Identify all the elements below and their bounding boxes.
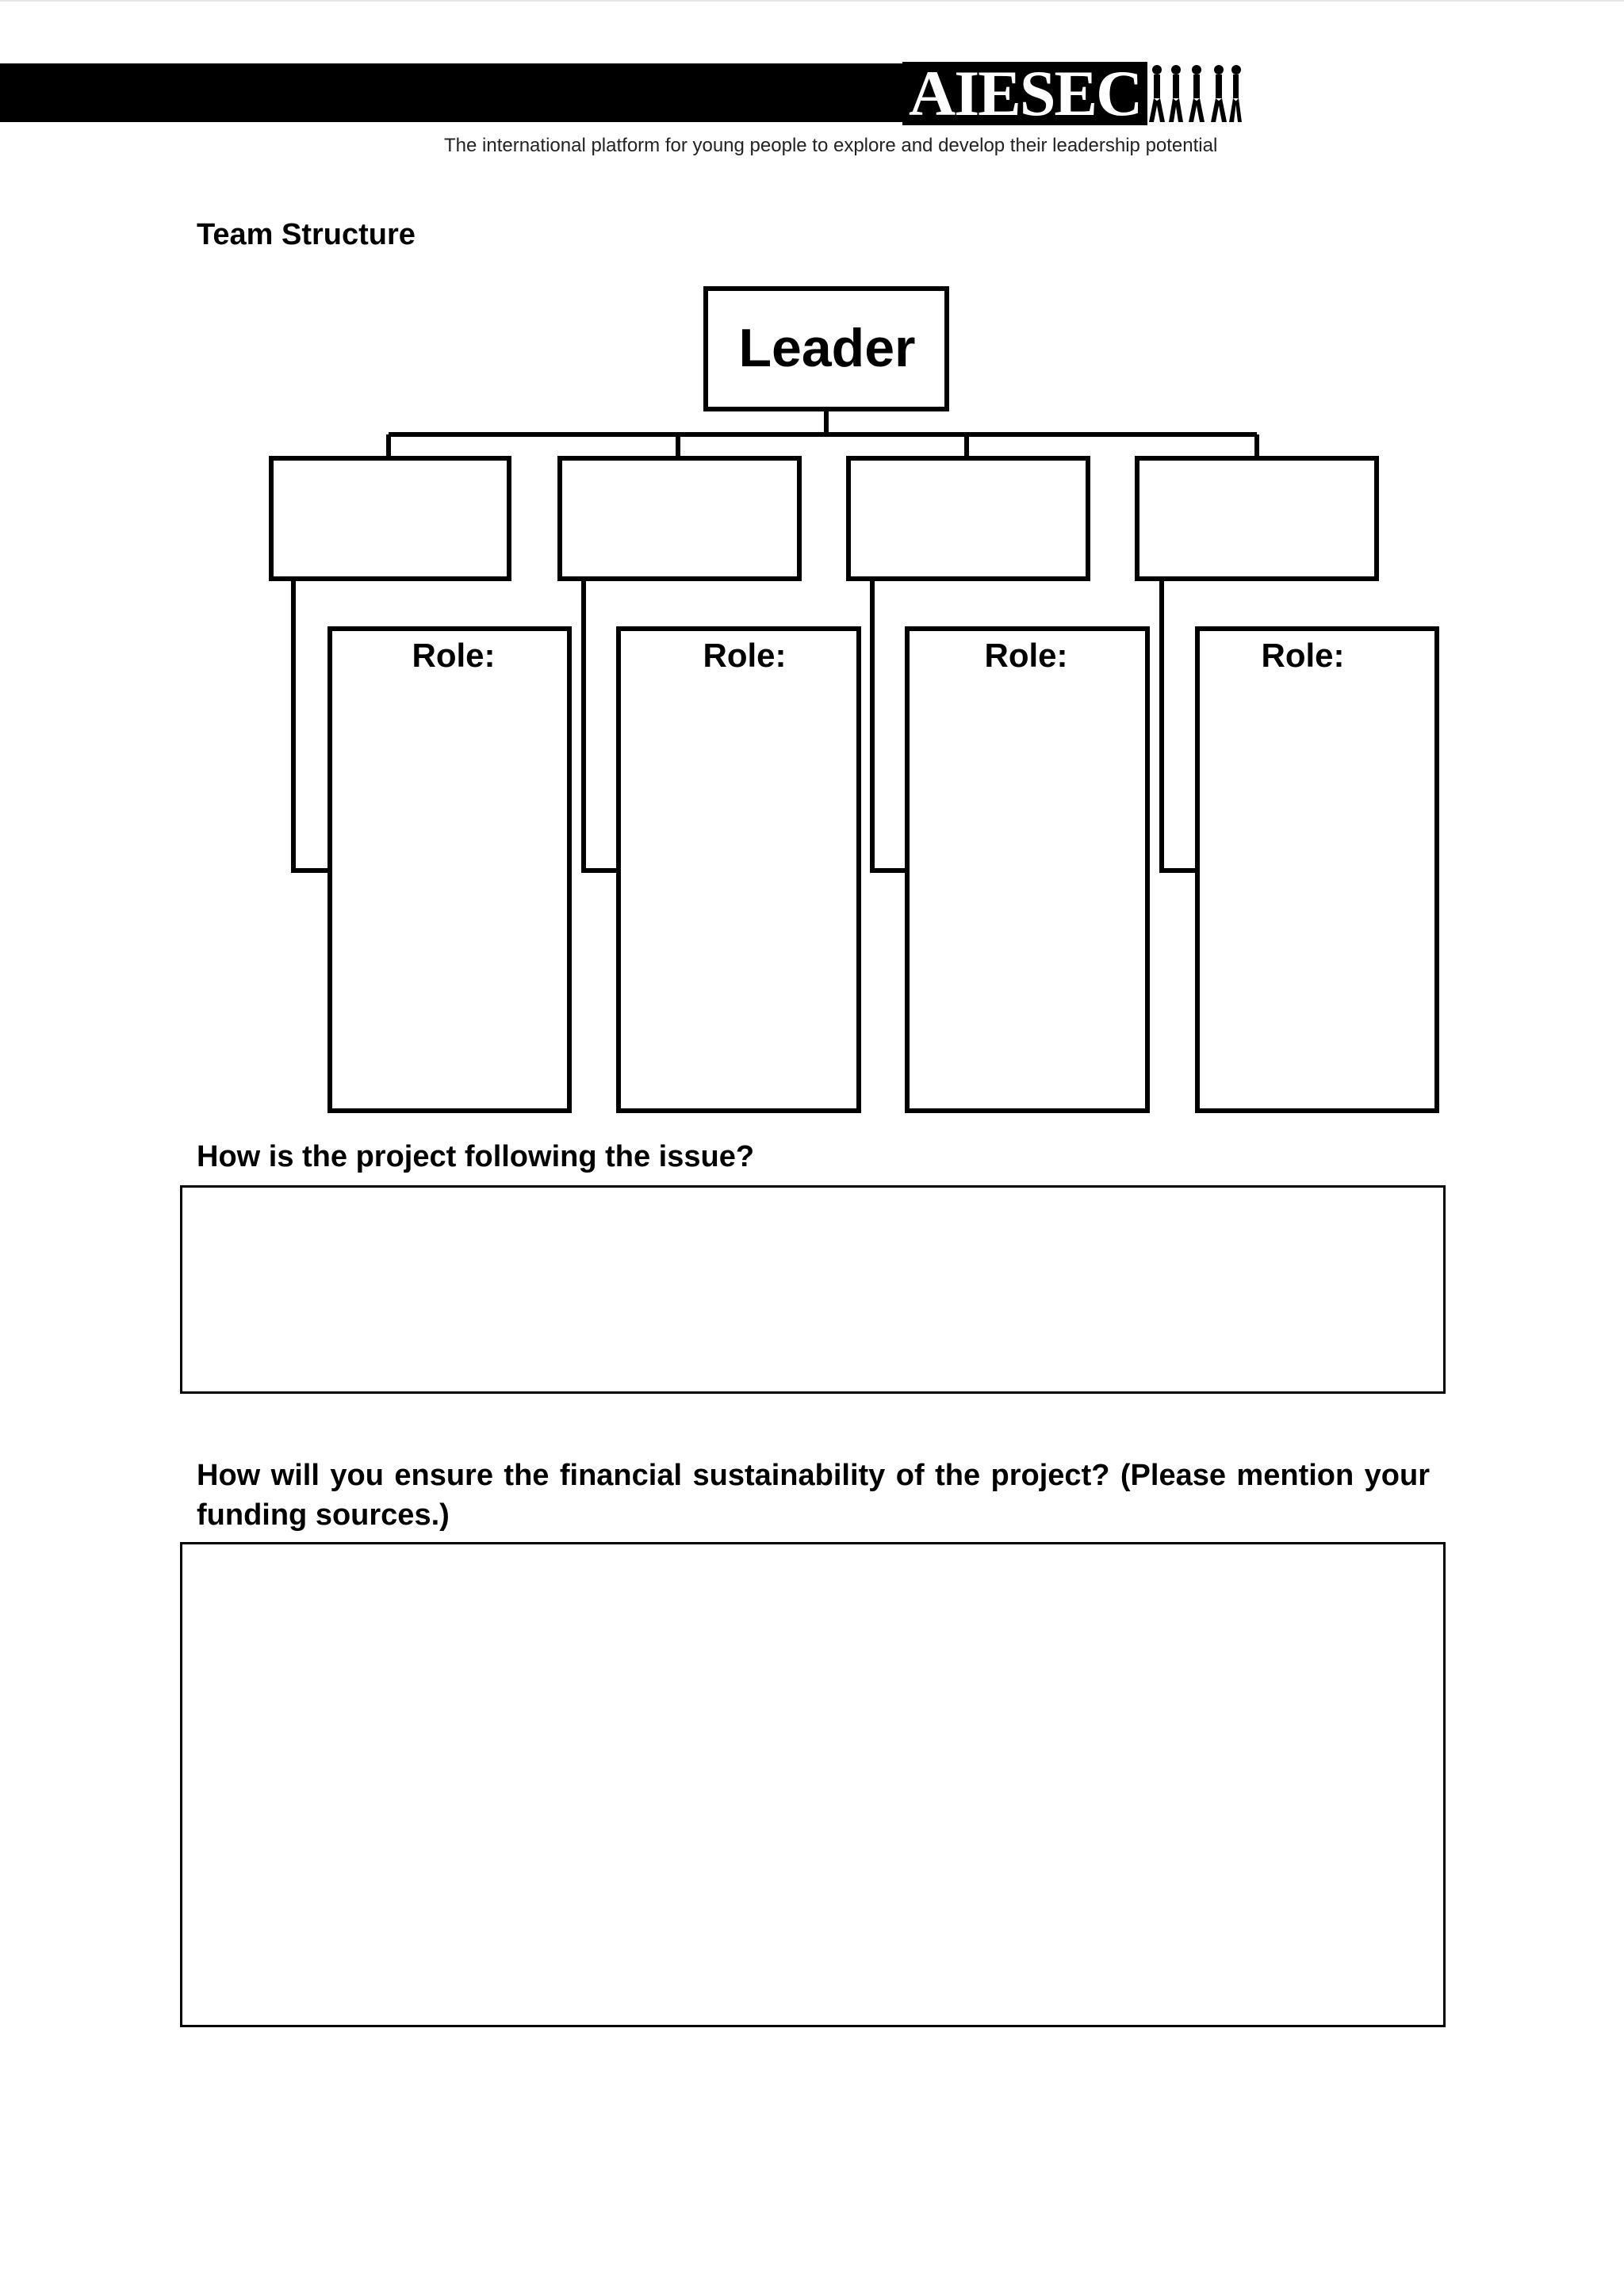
member-box-1 bbox=[271, 458, 509, 579]
role-label-4: Role: bbox=[1261, 637, 1345, 674]
question-project-issue: How is the project following the issue? bbox=[197, 1140, 755, 1173]
team-structure-title: Team Structure bbox=[197, 218, 416, 251]
member-box-4 bbox=[1137, 458, 1377, 579]
answer-box-project-issue[interactable] bbox=[180, 1185, 1446, 1394]
role-box-2 bbox=[619, 629, 859, 1111]
role-label-1: Role: bbox=[412, 637, 496, 674]
answer-box-financial-sustainability[interactable] bbox=[180, 1542, 1446, 2027]
role-label-2: Role: bbox=[703, 637, 787, 674]
role-box-3 bbox=[907, 629, 1147, 1111]
member-box-3 bbox=[848, 458, 1088, 579]
tagline: The international platform for young people to explore and develop their leadership potential bbox=[444, 135, 1218, 156]
logo-wordmark: AIESEC bbox=[902, 62, 1147, 125]
member-box-2 bbox=[560, 458, 799, 579]
role-box-1 bbox=[330, 629, 569, 1111]
role-box-4 bbox=[1197, 629, 1437, 1111]
question-financial-sustainability: How will you ensure the financial sustainability of the project? (Please mention your funding sources.) bbox=[197, 1459, 1430, 1532]
team-structure-chart bbox=[0, 0, 1624, 1126]
role-label-3: Role: bbox=[984, 637, 1068, 674]
leader-label: Leader bbox=[738, 318, 916, 378]
